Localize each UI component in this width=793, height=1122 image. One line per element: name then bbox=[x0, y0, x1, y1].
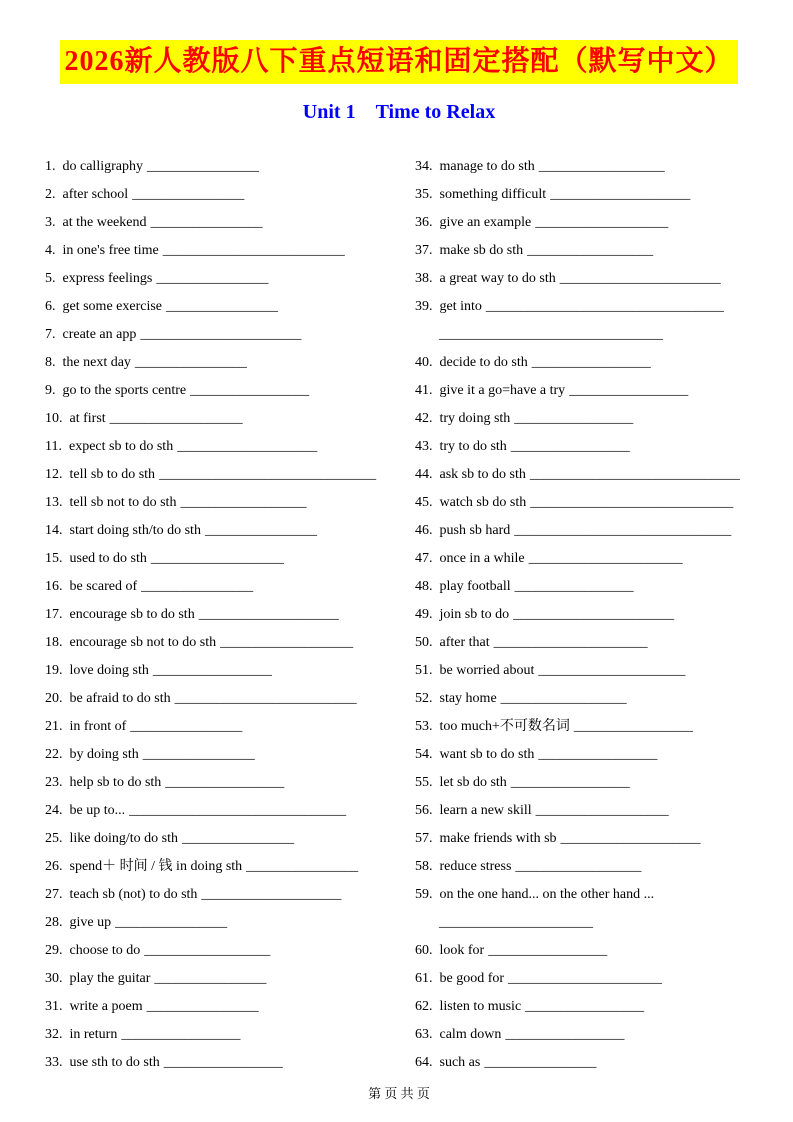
title-row bbox=[45, 40, 753, 87]
answer-blank: ___________________ bbox=[109, 411, 243, 426]
item-text: at the weekend bbox=[62, 215, 147, 230]
answer-blank: ________________ bbox=[154, 971, 267, 986]
item-number: 9. bbox=[45, 383, 56, 398]
item-text: used to do sth bbox=[69, 551, 147, 566]
list-item bbox=[45, 237, 399, 265]
item-text: go to the sports centre bbox=[62, 383, 187, 398]
item-number: 15. bbox=[45, 551, 63, 566]
list-item bbox=[45, 741, 399, 769]
answer-blank: ___________________ bbox=[150, 551, 284, 566]
list-item bbox=[45, 601, 399, 629]
answer-blank: _________________ bbox=[514, 579, 634, 594]
answer-blank: _________________ bbox=[538, 747, 658, 762]
item-text: expect sb to do sth bbox=[68, 439, 174, 454]
answer-blank: _________________ bbox=[505, 1027, 625, 1042]
item-number: 12. bbox=[45, 467, 63, 482]
item-text: decide to do sth bbox=[439, 355, 528, 370]
answer-blank: _____________________ bbox=[538, 663, 686, 678]
item-text: reduce stress bbox=[439, 859, 512, 874]
item-text: in one's free time bbox=[62, 243, 159, 258]
answer-blank: ________________ bbox=[182, 831, 294, 846]
item-number: 20. bbox=[45, 691, 63, 706]
list-item bbox=[415, 685, 753, 713]
item-text: play football bbox=[439, 579, 511, 594]
item-text: be scared of bbox=[69, 579, 138, 594]
item-number: 33. bbox=[45, 1055, 63, 1070]
answer-blank: ________________ bbox=[132, 187, 245, 202]
answer-blank: ______________________ bbox=[493, 635, 648, 650]
list-item-continuation bbox=[415, 909, 753, 937]
answer-blank: ___________________ bbox=[535, 215, 669, 230]
answer-blank: ________________ bbox=[156, 271, 269, 286]
list-item bbox=[415, 405, 753, 433]
item-number: 42. bbox=[415, 411, 433, 426]
item-text: help sb to do sth bbox=[69, 775, 162, 790]
item-text: after school bbox=[62, 187, 129, 202]
list-item bbox=[45, 937, 399, 965]
answer-blank: ______________________________ bbox=[529, 467, 740, 482]
list-item bbox=[45, 853, 399, 881]
list-item bbox=[415, 293, 753, 321]
item-text: in front of bbox=[69, 719, 127, 734]
list-item bbox=[415, 153, 753, 181]
answer-blank: _________________ bbox=[488, 943, 608, 958]
item-text: let sb do sth bbox=[439, 775, 507, 790]
list-item bbox=[415, 853, 753, 881]
item-text: make sb do sth bbox=[439, 243, 524, 258]
list-item bbox=[415, 237, 753, 265]
list-item bbox=[45, 209, 399, 237]
answer-blank: __________________ bbox=[515, 859, 642, 874]
item-number: 23. bbox=[45, 775, 63, 790]
answer-blank: ________________________________ bbox=[439, 327, 663, 342]
item-text: look for bbox=[439, 943, 485, 958]
answer-blank: _________________ bbox=[510, 439, 630, 454]
list-item bbox=[45, 657, 399, 685]
list-item bbox=[45, 881, 399, 909]
item-number: 56. bbox=[415, 803, 433, 818]
column-right bbox=[399, 153, 753, 1077]
item-text: watch sb do sth bbox=[439, 495, 527, 510]
item-number: 24. bbox=[45, 803, 63, 818]
answer-blank: _______________________________ bbox=[159, 467, 377, 482]
item-number: 16. bbox=[45, 579, 63, 594]
item-number: 31. bbox=[45, 999, 63, 1014]
list-item bbox=[415, 433, 753, 461]
list-item bbox=[45, 181, 399, 209]
list-item bbox=[45, 349, 399, 377]
list-item bbox=[45, 293, 399, 321]
list-item bbox=[415, 489, 753, 517]
item-number: 37. bbox=[415, 243, 433, 258]
list-item bbox=[45, 993, 399, 1021]
answer-blank: ____________________ bbox=[560, 831, 701, 846]
list-item bbox=[415, 965, 753, 993]
answer-blank: _________________ bbox=[514, 411, 634, 426]
list-item bbox=[45, 1021, 399, 1049]
answer-blank: ______________________ bbox=[508, 971, 663, 986]
item-text: tell sb not to do sth bbox=[69, 495, 177, 510]
list-item bbox=[415, 601, 753, 629]
list-item bbox=[45, 573, 399, 601]
list-item bbox=[415, 993, 753, 1021]
answer-blank: __________________ bbox=[500, 691, 627, 706]
item-text: such as bbox=[439, 1055, 481, 1070]
item-number: 54. bbox=[415, 747, 433, 762]
column-left bbox=[45, 153, 399, 1077]
answer-blank: _________________ bbox=[569, 383, 689, 398]
item-number: 64. bbox=[415, 1055, 433, 1070]
item-number: 10. bbox=[45, 411, 63, 426]
item-text: write a poem bbox=[69, 999, 143, 1014]
list-item bbox=[45, 153, 399, 181]
item-text: learn a new skill bbox=[439, 803, 532, 818]
list-item bbox=[415, 377, 753, 405]
item-number: 8. bbox=[45, 355, 56, 370]
item-number: 7. bbox=[45, 327, 56, 342]
answer-blank: ________________ bbox=[146, 999, 259, 1014]
item-number: 43. bbox=[415, 439, 433, 454]
item-text: stay home bbox=[439, 691, 497, 706]
answer-blank: ________________ bbox=[130, 719, 243, 734]
list-item bbox=[415, 545, 753, 573]
item-text: join sb to do bbox=[439, 607, 510, 622]
list-item bbox=[415, 741, 753, 769]
answer-blank: ________________ bbox=[246, 859, 359, 874]
item-text: be good for bbox=[439, 971, 505, 986]
item-text: teach sb (not) to do sth bbox=[69, 887, 198, 902]
item-number: 28. bbox=[45, 915, 63, 930]
answer-blank: _________________ bbox=[163, 1055, 283, 1070]
item-number: 39. bbox=[415, 299, 433, 314]
item-number: 26. bbox=[45, 859, 63, 874]
answer-blank: _________________ bbox=[573, 719, 693, 734]
list-item bbox=[415, 573, 753, 601]
list-item bbox=[415, 825, 753, 853]
answer-blank: _________________ bbox=[531, 355, 651, 370]
answer-blank: ________________ bbox=[166, 299, 279, 314]
list-item bbox=[45, 321, 399, 349]
answer-blank: _________________ bbox=[165, 775, 285, 790]
answer-blank: ________________ bbox=[150, 215, 263, 230]
item-number: 36. bbox=[415, 215, 433, 230]
item-text: at first bbox=[69, 411, 106, 426]
item-text: create an app bbox=[62, 327, 137, 342]
item-text: the next day bbox=[62, 355, 131, 370]
item-number: 29. bbox=[45, 943, 63, 958]
answer-blank: ___________________ bbox=[220, 635, 354, 650]
item-number: 57. bbox=[415, 831, 433, 846]
phrase-list bbox=[45, 153, 753, 1077]
answer-blank: ________________ bbox=[146, 159, 259, 174]
answer-blank: ________________ bbox=[115, 915, 228, 930]
item-text: give an example bbox=[439, 215, 532, 230]
answer-blank: _______________________________ bbox=[129, 803, 347, 818]
item-number: 44. bbox=[415, 467, 433, 482]
list-item bbox=[45, 685, 399, 713]
list-item bbox=[415, 657, 753, 685]
list-item bbox=[45, 433, 399, 461]
answer-blank: _______________________ bbox=[140, 327, 302, 342]
answer-blank: ________________ bbox=[134, 355, 247, 370]
item-text: give up bbox=[69, 915, 112, 930]
item-text: get into bbox=[439, 299, 482, 314]
answer-blank: _______________________ bbox=[513, 607, 675, 622]
item-text: too much+不可数名词 bbox=[439, 719, 570, 734]
list-item bbox=[45, 713, 399, 741]
list-item bbox=[415, 881, 753, 909]
item-text: like doing/to do sth bbox=[69, 831, 178, 846]
list-item bbox=[415, 1021, 753, 1049]
item-number: 35. bbox=[415, 187, 433, 202]
item-number: 46. bbox=[415, 523, 433, 538]
list-item bbox=[45, 1049, 399, 1077]
item-number: 62. bbox=[415, 999, 433, 1014]
answer-blank: __________________________________ bbox=[485, 299, 724, 314]
item-text: want sb to do sth bbox=[439, 747, 535, 762]
item-text: tell sb to do sth bbox=[69, 467, 156, 482]
item-text: love doing sth bbox=[69, 663, 149, 678]
item-number: 14. bbox=[45, 523, 63, 538]
item-number: 51. bbox=[415, 663, 433, 678]
list-item bbox=[45, 825, 399, 853]
list-item bbox=[415, 769, 753, 797]
item-text: play the guitar bbox=[69, 971, 151, 986]
item-text: a great way to do sth bbox=[439, 271, 556, 286]
item-number: 58. bbox=[415, 859, 433, 874]
list-item bbox=[45, 517, 399, 545]
answer-blank: ________________ bbox=[484, 1055, 597, 1070]
answer-blank: _______________________ bbox=[559, 271, 721, 286]
list-item bbox=[415, 461, 753, 489]
list-item bbox=[45, 405, 399, 433]
item-text: calm down bbox=[439, 1027, 502, 1042]
item-text: be afraid to do sth bbox=[69, 691, 171, 706]
item-number: 30. bbox=[45, 971, 63, 986]
item-number: 18. bbox=[45, 635, 63, 650]
item-text: give it a go=have a try bbox=[439, 383, 566, 398]
item-number: 22. bbox=[45, 747, 63, 762]
answer-blank: __________________________ bbox=[162, 243, 345, 258]
list-item bbox=[415, 1049, 753, 1077]
list-item bbox=[415, 937, 753, 965]
list-item bbox=[45, 797, 399, 825]
answer-blank: ________________ bbox=[141, 579, 254, 594]
item-number: 2. bbox=[45, 187, 56, 202]
item-number: 13. bbox=[45, 495, 63, 510]
item-number: 48. bbox=[415, 579, 433, 594]
item-number: 5. bbox=[45, 271, 56, 286]
item-number: 49. bbox=[415, 607, 433, 622]
item-text: something difficult bbox=[439, 187, 547, 202]
list-item bbox=[45, 629, 399, 657]
answer-blank: ________________ bbox=[204, 523, 317, 538]
item-number: 11. bbox=[45, 439, 62, 454]
item-number: 34. bbox=[415, 159, 433, 174]
list-item bbox=[45, 377, 399, 405]
answer-blank: ____________________ bbox=[198, 607, 339, 622]
item-text: by doing sth bbox=[69, 747, 139, 762]
answer-blank: __________________ bbox=[538, 159, 665, 174]
answer-blank: __________________ bbox=[527, 243, 654, 258]
item-text: try doing sth bbox=[439, 411, 511, 426]
item-text: start doing sth/to do sth bbox=[69, 523, 201, 538]
item-number: 4. bbox=[45, 243, 56, 258]
item-number: 17. bbox=[45, 607, 63, 622]
answer-blank: __________________ bbox=[144, 943, 271, 958]
list-item bbox=[45, 909, 399, 937]
item-text: get some exercise bbox=[62, 299, 163, 314]
item-number: 50. bbox=[415, 635, 433, 650]
item-text: spend＋ 时间 / 钱 in doing sth bbox=[69, 859, 243, 874]
item-text: be up to... bbox=[69, 803, 126, 818]
item-number: 47. bbox=[415, 551, 433, 566]
answer-blank: _________________ bbox=[525, 999, 645, 1014]
answer-blank: __________________________ bbox=[174, 691, 357, 706]
item-text: manage to do sth bbox=[439, 159, 535, 174]
answer-blank: _____________________________ bbox=[530, 495, 734, 510]
item-text: after that bbox=[439, 635, 490, 650]
answer-blank: _______________________________ bbox=[514, 523, 732, 538]
item-text: in return bbox=[69, 1027, 118, 1042]
item-number: 53. bbox=[415, 719, 433, 734]
answer-blank: ______________________ bbox=[528, 551, 683, 566]
answer-blank: ____________________ bbox=[201, 887, 342, 902]
item-number: 59. bbox=[415, 887, 433, 902]
item-number: 1. bbox=[45, 159, 56, 174]
item-number: 38. bbox=[415, 271, 433, 286]
list-item bbox=[415, 797, 753, 825]
list-item bbox=[45, 265, 399, 293]
list-item bbox=[45, 965, 399, 993]
answer-blank: ____________________ bbox=[550, 187, 691, 202]
answer-blank: _________________ bbox=[121, 1027, 241, 1042]
item-number: 41. bbox=[415, 383, 433, 398]
list-item bbox=[415, 181, 753, 209]
item-number: 25. bbox=[45, 831, 63, 846]
item-number: 55. bbox=[415, 775, 433, 790]
answer-blank: ________________ bbox=[142, 747, 255, 762]
answer-blank: ___________________ bbox=[535, 803, 669, 818]
list-item bbox=[45, 769, 399, 797]
item-number: 45. bbox=[415, 495, 433, 510]
list-item bbox=[415, 209, 753, 237]
answer-blank: _________________ bbox=[190, 383, 310, 398]
item-text: encourage sb to do sth bbox=[69, 607, 195, 622]
list-item bbox=[415, 349, 753, 377]
item-number: 60. bbox=[415, 943, 433, 958]
answer-blank: ____________________ bbox=[177, 439, 318, 454]
answer-blank: __________________ bbox=[180, 495, 307, 510]
item-number: 6. bbox=[45, 299, 56, 314]
item-text: choose to do bbox=[69, 943, 141, 958]
list-item bbox=[45, 461, 399, 489]
item-text: once in a while bbox=[439, 551, 525, 566]
item-number: 61. bbox=[415, 971, 433, 986]
answer-blank: _________________ bbox=[510, 775, 630, 790]
list-item bbox=[415, 265, 753, 293]
item-text: do calligraphy bbox=[62, 159, 143, 174]
item-number: 52. bbox=[415, 691, 433, 706]
item-text: encourage sb not to do sth bbox=[69, 635, 217, 650]
answer-blank: _________________ bbox=[152, 663, 272, 678]
item-number: 3. bbox=[45, 215, 56, 230]
item-number: 19. bbox=[45, 663, 63, 678]
item-text: push sb hard bbox=[439, 523, 511, 538]
page-footer: 第 页 共 页 bbox=[368, 1086, 430, 1101]
list-item bbox=[415, 517, 753, 545]
item-text: use sth to do sth bbox=[69, 1055, 160, 1070]
item-text: express feelings bbox=[62, 271, 153, 286]
item-number: 40. bbox=[415, 355, 433, 370]
list-item bbox=[45, 545, 399, 573]
item-number: 21. bbox=[45, 719, 63, 734]
list-item bbox=[415, 629, 753, 657]
item-text: make friends with sb bbox=[439, 831, 557, 846]
item-text: try to do sth bbox=[439, 439, 507, 454]
unit-title: Unit 1 Time to Relax bbox=[302, 101, 496, 123]
item-number: 32. bbox=[45, 1027, 63, 1042]
answer-blank: ______________________ bbox=[439, 915, 593, 930]
item-number: 63. bbox=[415, 1027, 433, 1042]
item-text: be worried about bbox=[439, 663, 535, 678]
item-text: on the one hand... on the other hand ... bbox=[439, 887, 655, 902]
page-title: 2026新人教版八下重点短语和固定搭配（默写中文） bbox=[60, 40, 737, 84]
list-item bbox=[45, 489, 399, 517]
list-item-continuation bbox=[415, 321, 753, 349]
item-text: ask sb to do sth bbox=[439, 467, 526, 482]
item-text: listen to music bbox=[439, 999, 522, 1014]
item-number: 27. bbox=[45, 887, 63, 902]
list-item bbox=[415, 713, 753, 741]
